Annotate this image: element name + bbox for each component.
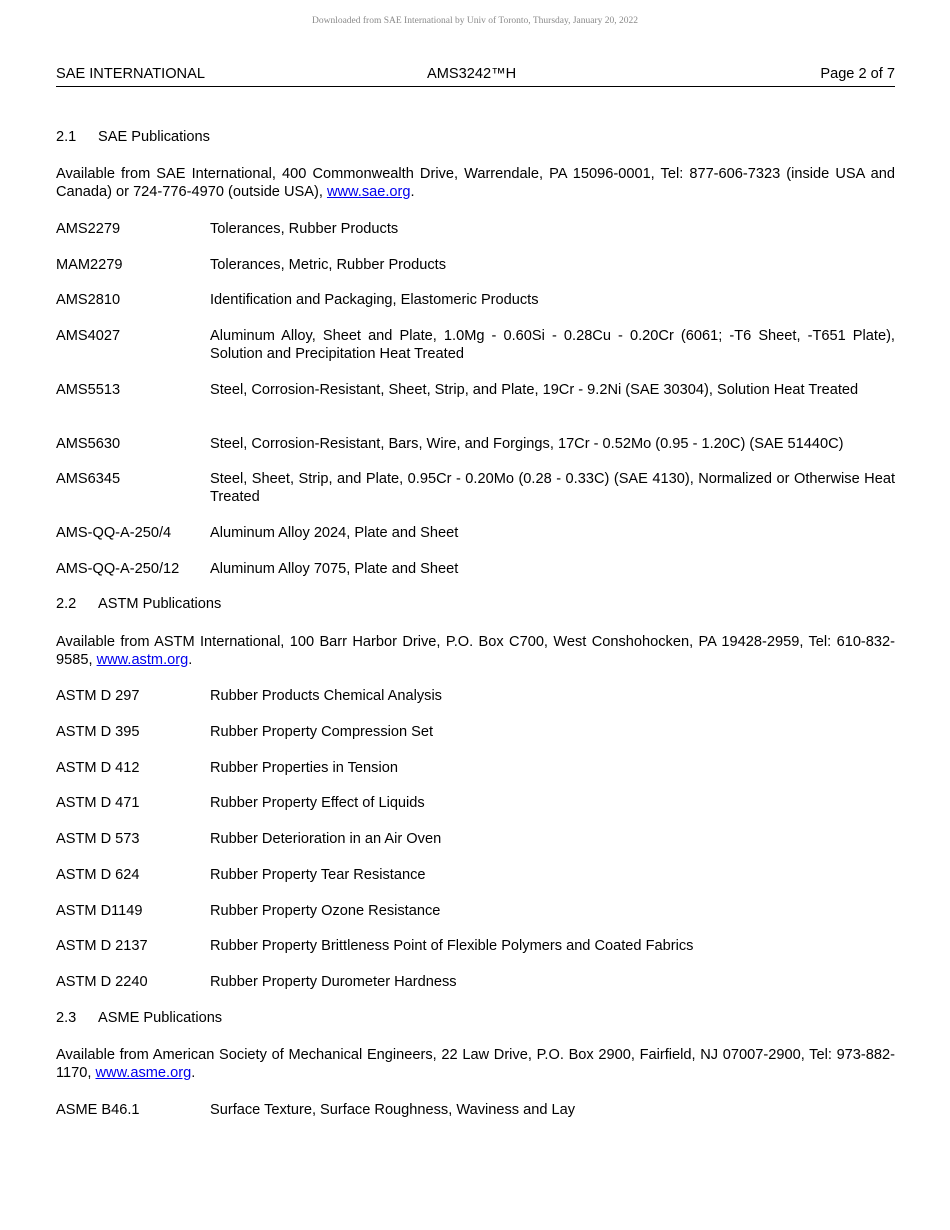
- section-heading-astm: 2.2 ASTM Publications: [56, 596, 222, 612]
- page-header: [56, 66, 895, 87]
- astm-availability: Available from ASTM International, 100 Barr Harbor Drive, P.O. Box C700, West Conshohocken, PA 19428-2959, Tel: 610-832-9585, www.astm.org.: [56, 634, 895, 668]
- section-heading-sae: 2.1 SAE Publications: [56, 129, 210, 145]
- asme-link[interactable]: www.asme.org: [95, 1065, 192, 1081]
- sae-availability: Available from SAE International, 400 Commonwealth Drive, Warrendale, PA 15096-0001, Tel: 877-606-7323 (inside USA and Canada) or 724-776-4970 (outside USA), www.sae.org.: [56, 166, 895, 200]
- section-heading-asme: 2.3 ASME Publications: [56, 1010, 223, 1026]
- header-doc-number: AMS3242™H: [427, 66, 517, 82]
- header-org: SAE INTERNATIONAL: [56, 66, 205, 82]
- astm-link[interactable]: www.astm.org: [96, 652, 189, 668]
- asme-availability: Available from American Society of Mechanical Engineers, 22 Law Drive, P.O. Box 2900, Fairfield, NJ 07007-2900, Tel: 973-882-1170, www.asme.org.: [56, 1047, 895, 1081]
- header-page-number: Page 2 of 7: [820, 66, 895, 82]
- sae-link[interactable]: www.sae.org: [326, 184, 411, 200]
- download-watermark: Downloaded from SAE International by Univ of Toronto, Thursday, January 20, 2022: [311, 16, 639, 26]
